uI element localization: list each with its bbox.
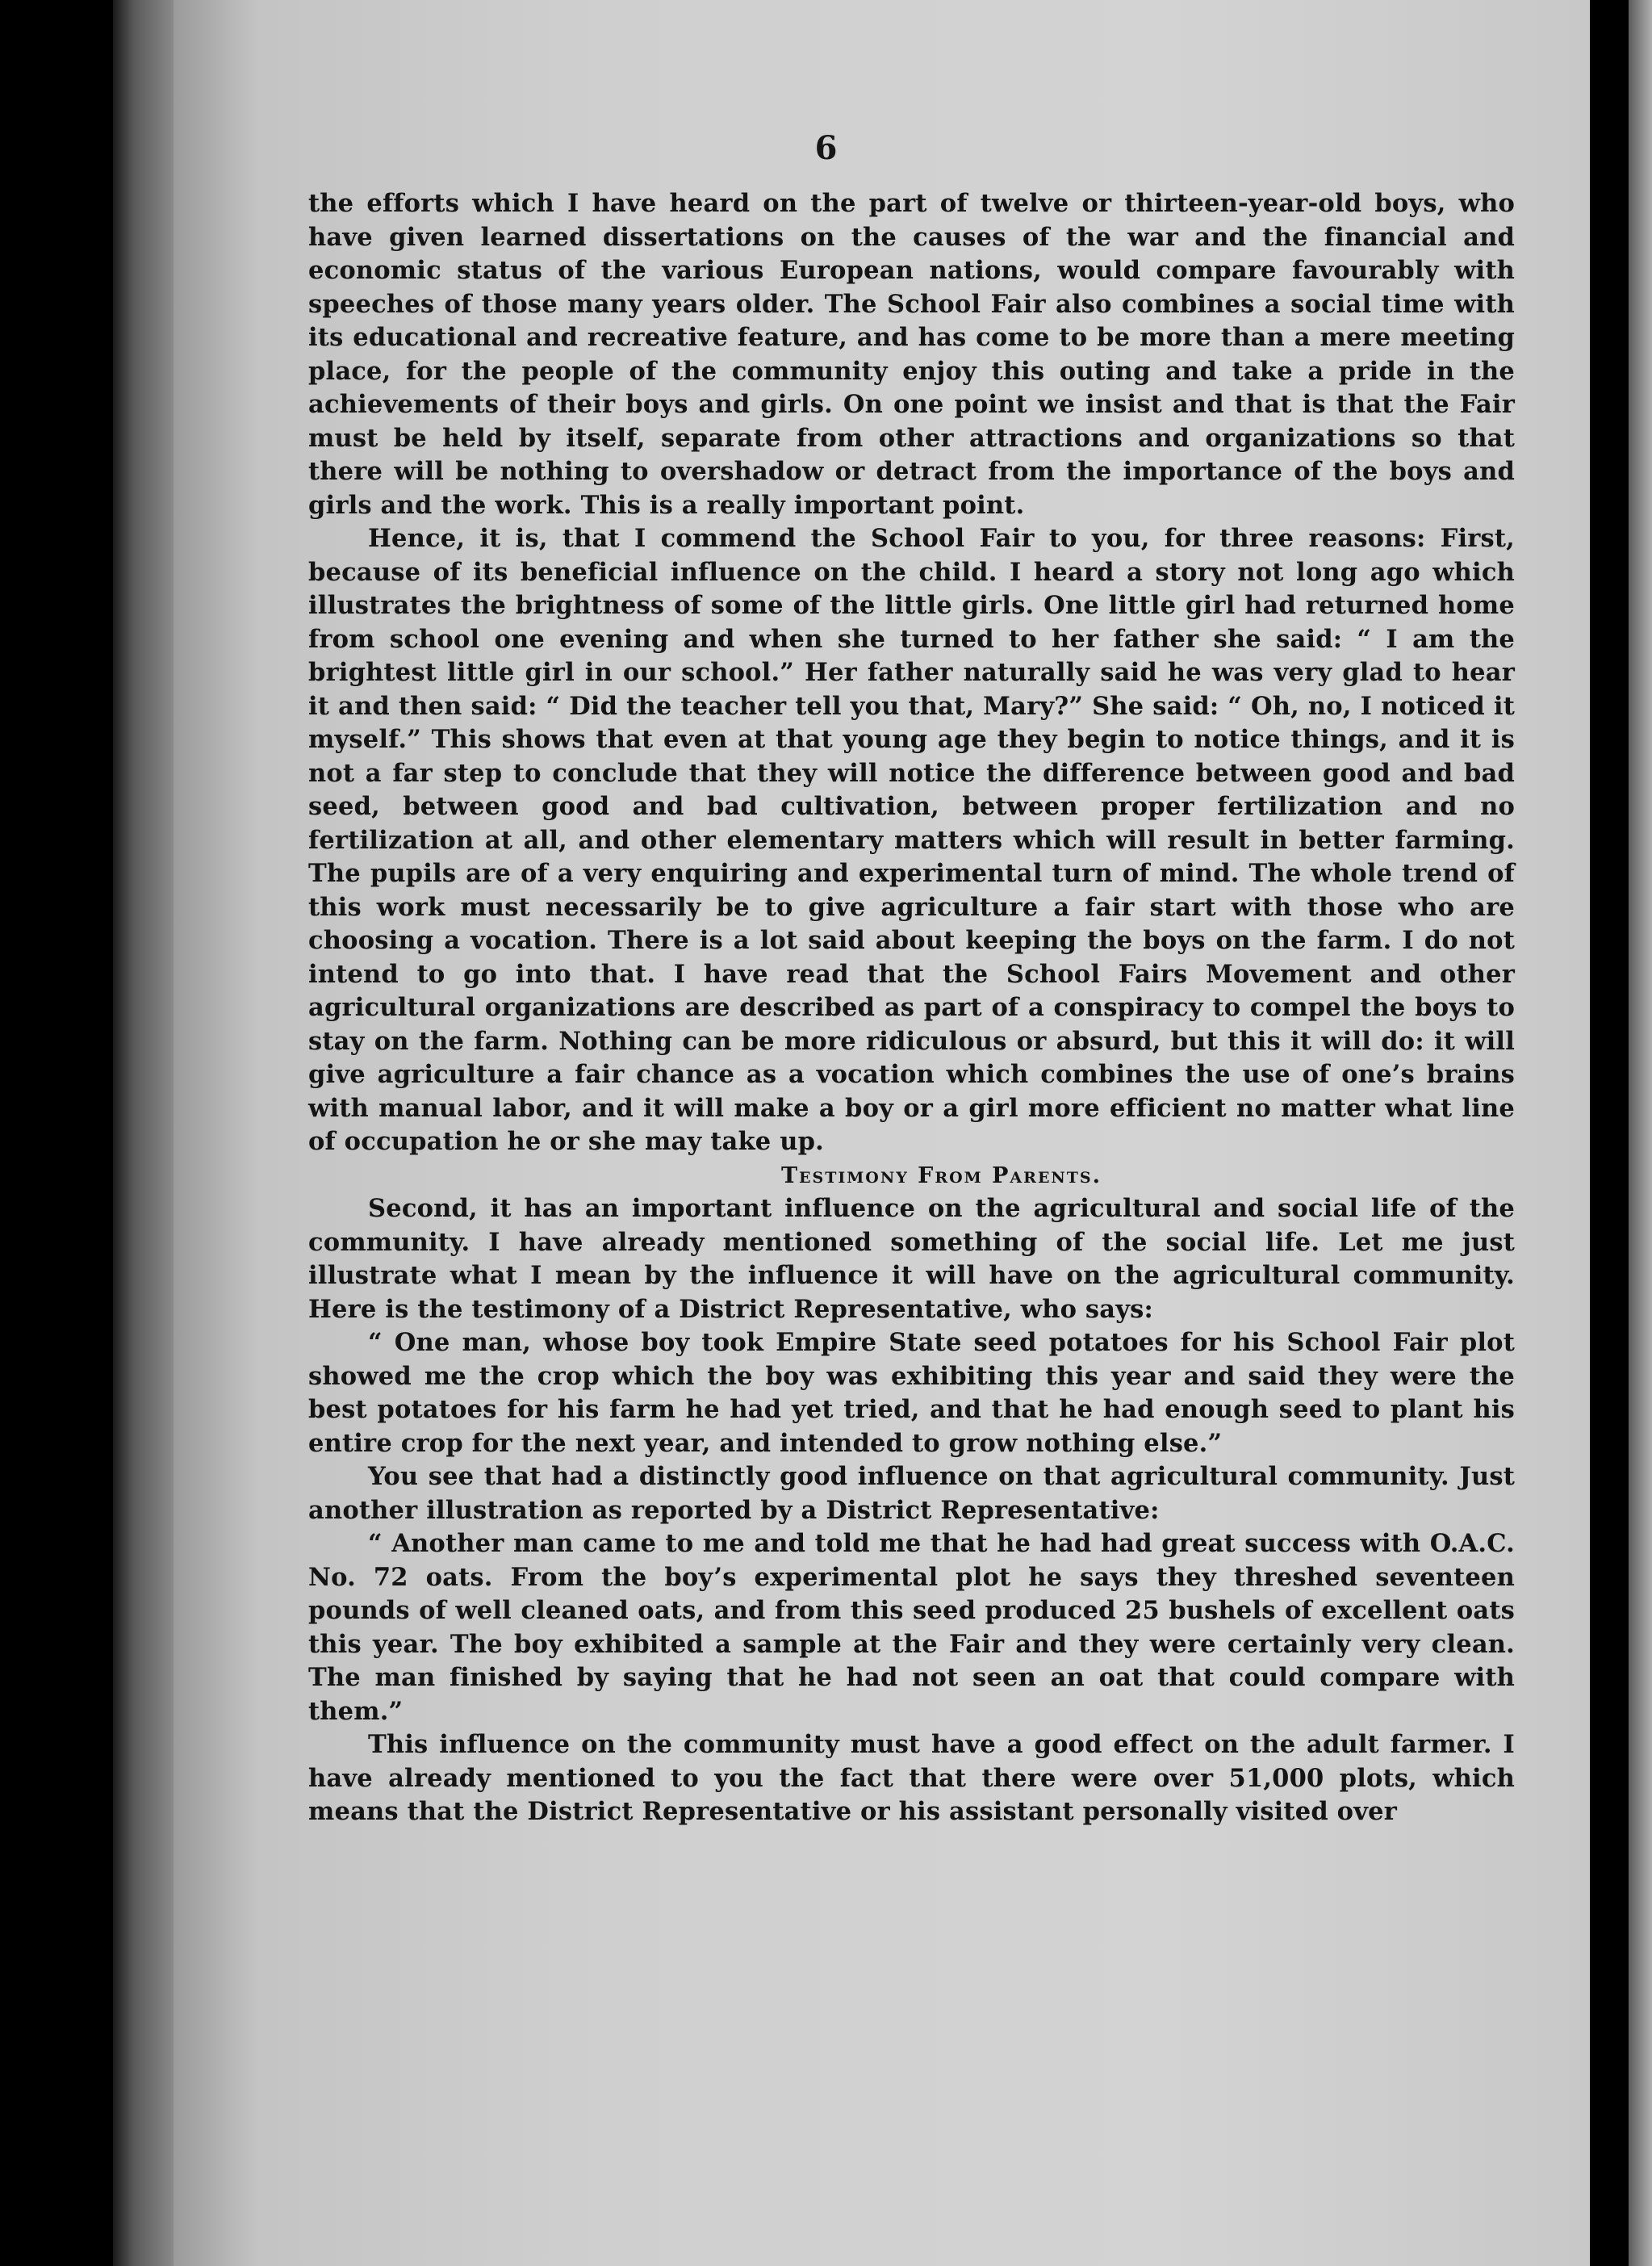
paragraph: Hence, it is, that I commend the School Fair to you, for three reasons: First, because of its beneficial influence on the child. I heard a story not long ago which illustrates the brightness of some of the little girls. One little girl had returned home from school one evening and when she turned to her father she said: “ I am the brightest little girl in our school.” Her father naturally said he was very glad to hear it and then said: “ Did the teacher tell you that, Mary?” She said: “ Oh, no, I noticed it myself.” This shows that even at that young age they begin to notice things, and it is not a far step to conclude that they will notice the difference between good and bad seed, between good and bad cultivation, between proper fertilization and no fertilization at all, and other elementary matters which will result in better farming. The pupils are of a very enquiring and experimental turn of mind. The whole trend of this work must necessarily be to give agriculture a fair start with those who are choosing a vocation. There is a lot said about keeping the boys on the farm. I do not intend to go into that. I have read that the School Fairs Movement and other agricultural organizations are described as part of a conspiracy to compel the boys to stay on the farm. Nothing can be more ridiculous or absurd, but this it will do: it will give agriculture a fair chance as a vocation which combines the use of one’s brains with manual labor, and it will make a boy or a girl more efficient no matter what line of occupation he or she may take up. xyxy=(308,524,1515,1156)
quoted-testimony: “ One man, whose boy took Empire State seed potatoes for his School Fair plot showed me the crop which the boy was exhibiting this year and said they were the best potatoes for his farm he had yet tried, and that he had enough seed to plant his entire crop for the next year, and intended to grow nothing else.” xyxy=(308,1328,1515,1458)
book-spine-shadow xyxy=(113,0,174,2266)
page-number: 6 xyxy=(814,129,838,167)
section-heading: Testimony From Parents. xyxy=(780,1162,1102,1188)
paragraph: This influence on the community must have a good effect on the adult farmer. I have already mentioned to you the fact that there were over 51,000 plots, which means that the District Representative or his assistant personally visited over xyxy=(308,1730,1515,1826)
paragraph: the efforts which I have heard on the part of twelve or thirteen-year-old boys, who have given learned dissertations on the causes of the war and the financial and economic status of the various European nations, would compare favourably with speeches of those many years older. The School Fair also combines a social time with its educational and recreative feature, and has come to be more than a mere meeting place, for the people of the community enjoy this outing and take a pride in the achievements of their boys and girls. On one point we insist and that is that the Fair must be held by itself, separate from other attractions and organizations so that there will be nothing to overshadow or detract from the importance of the boys and girls and the work. This is a really important point. xyxy=(308,189,1515,520)
page-gutter xyxy=(1590,0,1629,2266)
paragraph: Second, it has an important influence on the agricultural and social life of the community. I have already mentioned something of the social life. Let me just illustrate what I mean by the influence it will have on the agricultural community. Here is the testimony of a District Representative, who says: xyxy=(308,1194,1515,1324)
body-text xyxy=(308,187,1515,1829)
quoted-testimony: “ Another man came to me and told me that he had had great success with O.A.C. No. 72 oats. From the boy’s experimental plot he says they threshed seventeen pounds of well cleaned oats, and from this seed produced 25 bushels of excellent oats this year. The boy exhibited a sample at the Fair and they were certainly very clean. The man finished by saying that he had not seen an oat that could compare with them.” xyxy=(308,1529,1515,1726)
adjacent-page-edge xyxy=(1629,0,1652,2266)
paragraph: You see that had a distinctly good influence on that agricultural community. Just another illustration as reported by a District Representative: xyxy=(308,1462,1515,1525)
